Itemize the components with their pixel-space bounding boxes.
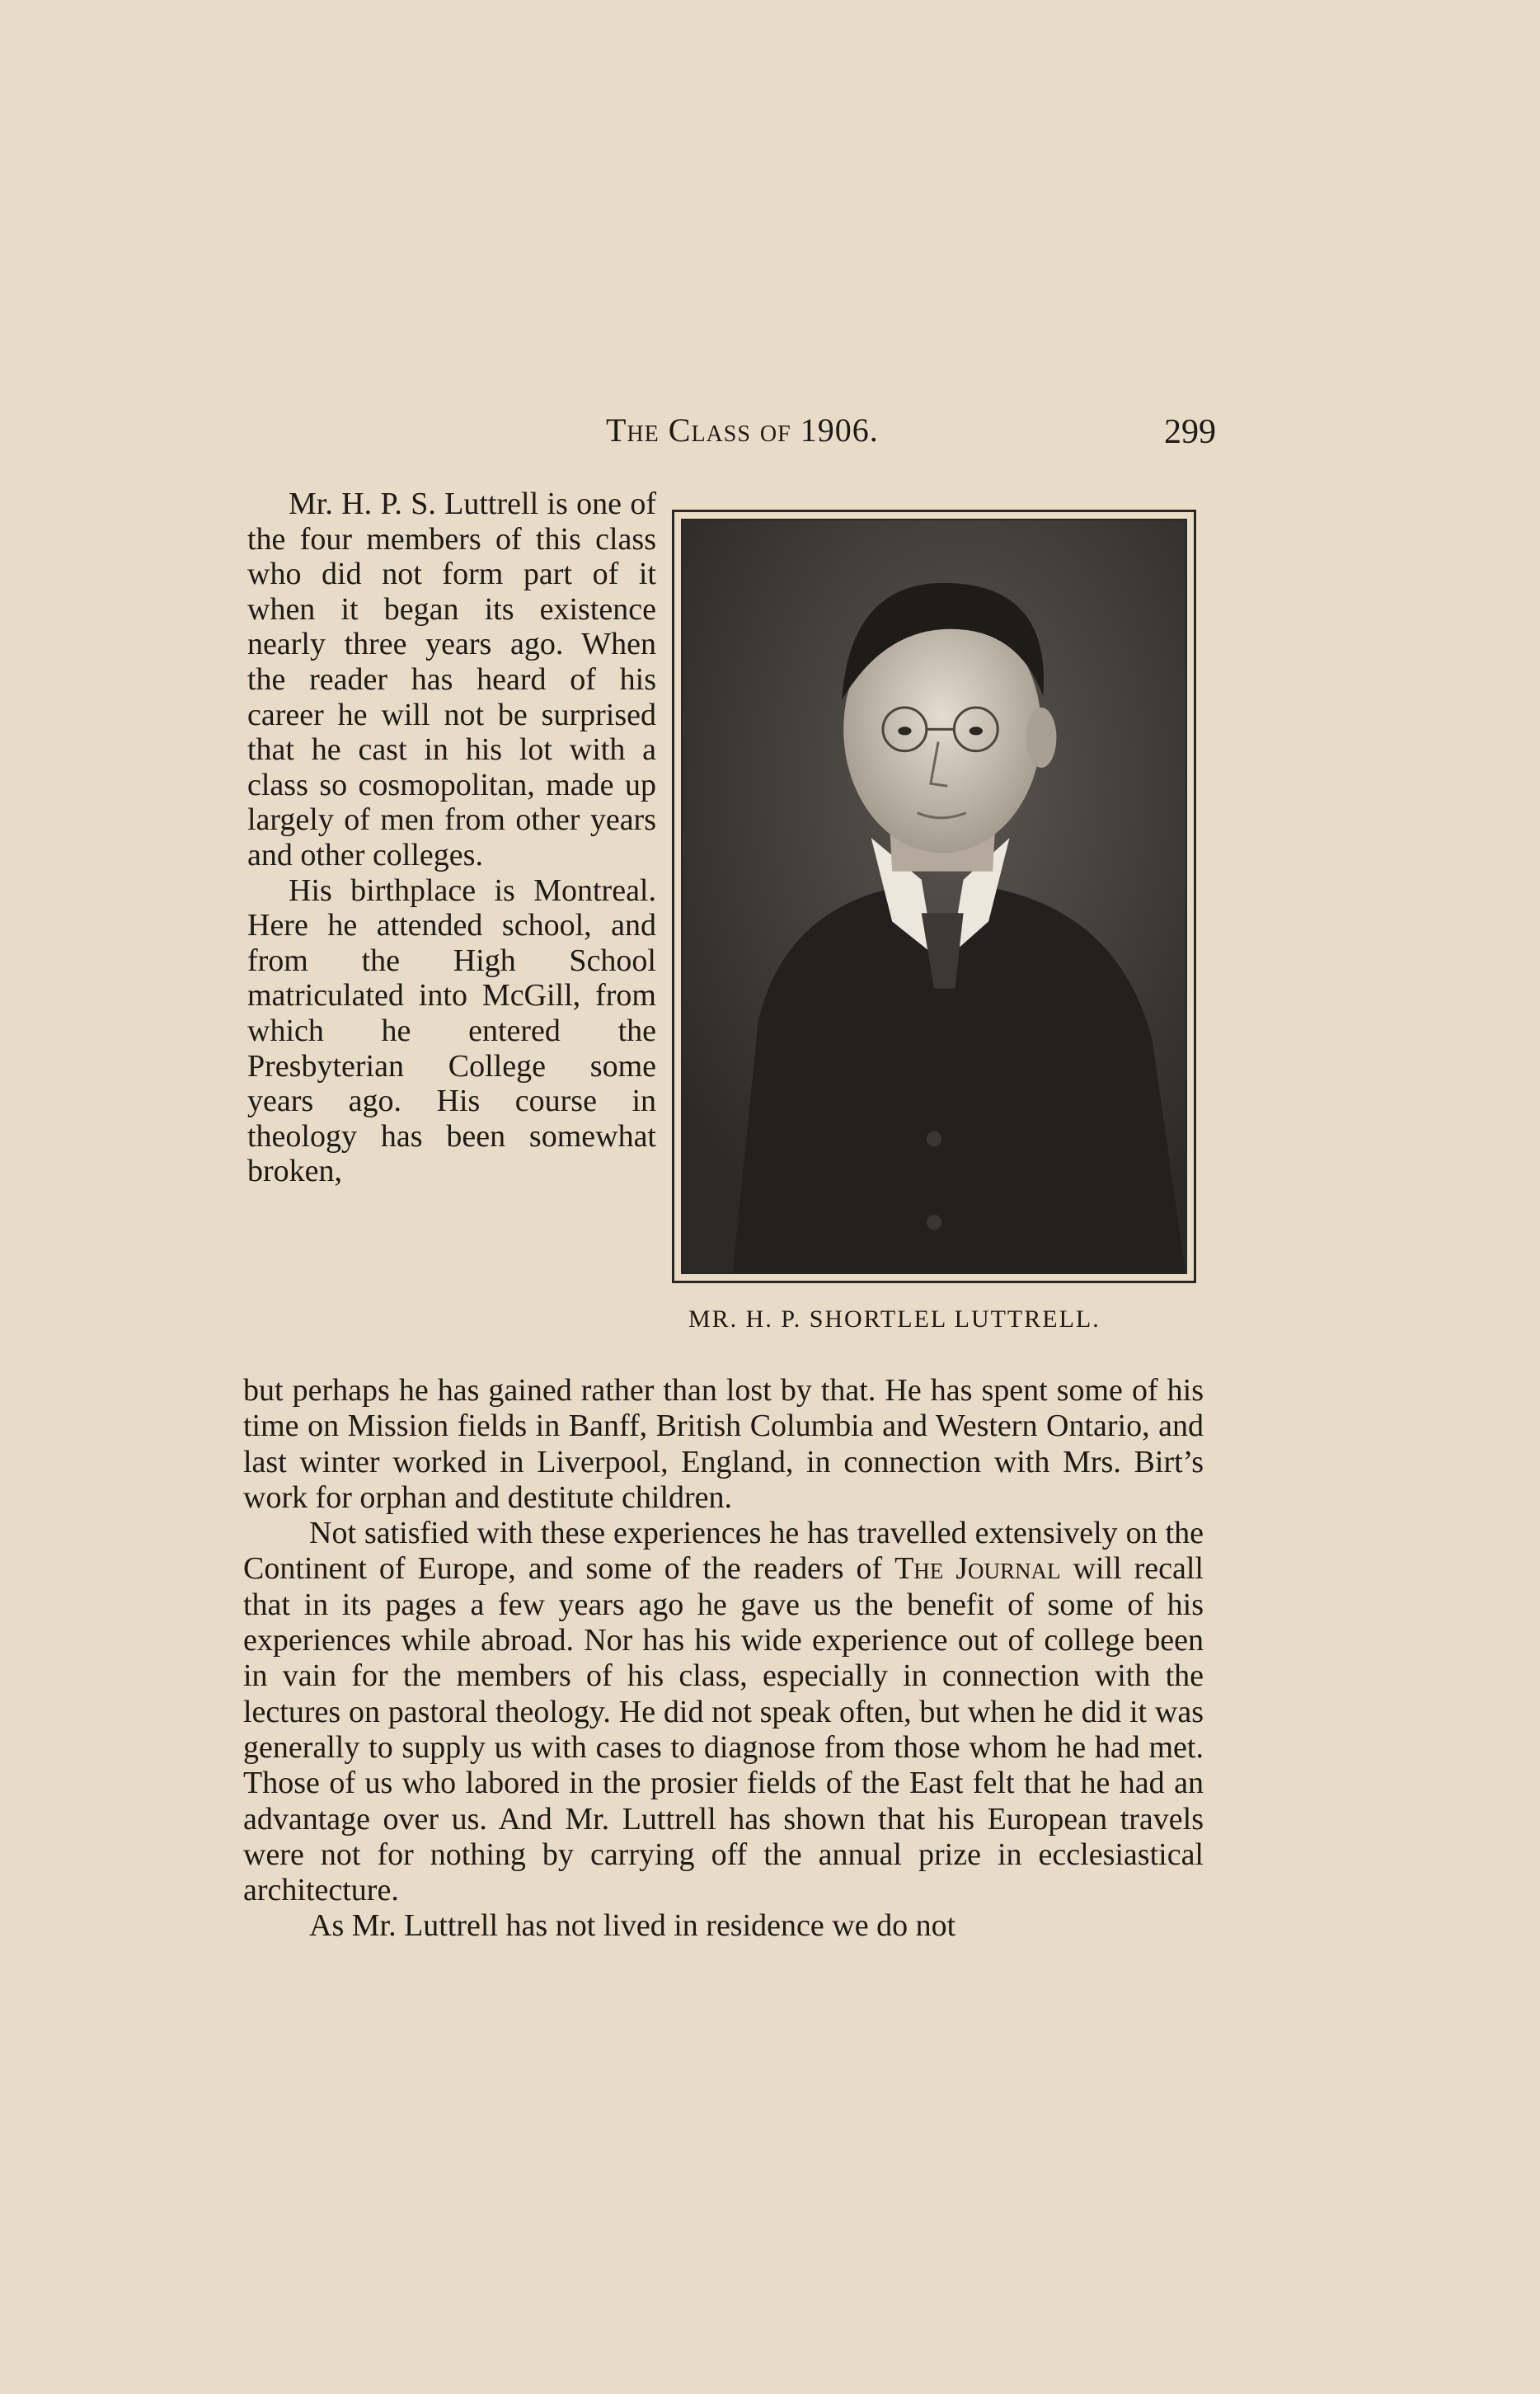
full-width-text-column <box>243 1373 1204 1945</box>
journal-title: The Journal <box>894 1551 1061 1587</box>
page-number: 299 <box>1164 413 1216 451</box>
paragraph-text: Not satisfied with these experiences he has travelled extensively on the Continent of Europe, and some of the readers of <box>243 1516 1204 1587</box>
paragraph-text: will recall that in its pages a few years ago he gave us the benefit of some of his experiences while abroad. Nor has his wide experience out of college been in vain for the members of his class, especially in connection with the lectures on pastoral theology. He did not speak often, but when he did it was generally to supply us with cases to diagnose from those whom he had met. Those of us who labored in the prosier fields of the East felt that he had an advantage over us. And Mr. Luttrell has shown that his European travels were not for nothing by carrying off the annual prize in ecclesiastical architecture. <box>243 1551 1204 1908</box>
paragraph: His birthplace is Montreal. Here he attended school, and from the High School matriculated into McGill, from which he entered the Presbyterian College some years ago. His course in theology has been somewhat broken, <box>247 872 656 1189</box>
portrait-photo <box>681 519 1187 1274</box>
portrait-figure <box>672 510 1196 1351</box>
paragraph: As Mr. Luttrell has not lived in residence we do not <box>309 1908 956 1944</box>
portrait-caption: MR. H. P. SHORTLEL LUTTRELL. <box>688 1305 1101 1333</box>
portrait-image <box>683 520 1186 1272</box>
paragraph: Mr. H. P. S. Luttrell is one of the four members of this class who did not form part of it when it began its existence nearly three years ago. When the reader has heard of his career he will not be surprised that he cast in his lot with a class so cosmopolitan, made up largely of men from other years and other colleges. <box>247 487 656 872</box>
running-head <box>243 411 1216 460</box>
paragraph: but perhaps he has gained rather than lost by that. He has spent some of his time on Mission fields in Banff, British Columbia and Western Ontario, and last winter worked in Liverpool, England, in connection with Mrs. Birt’s work for orphan and destitute children. <box>243 1373 1204 1515</box>
narrow-text-column <box>247 487 656 1189</box>
portrait-frame <box>672 510 1196 1283</box>
paragraph <box>243 1516 1204 1908</box>
running-head-title: The Class of 1906. <box>606 412 879 449</box>
